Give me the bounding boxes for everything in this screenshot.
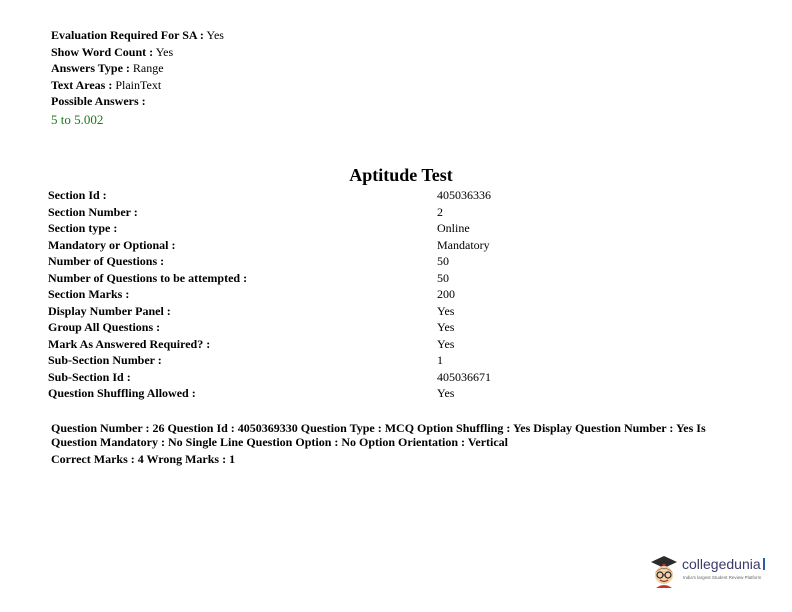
evaluation-row xyxy=(51,44,224,61)
section-value: Yes xyxy=(437,303,455,318)
section-title: Aptitude Test xyxy=(349,165,453,185)
section-value: 2 xyxy=(437,204,443,219)
section-label: Section Marks : xyxy=(48,287,130,301)
section-label: Group All Questions : xyxy=(48,320,161,334)
section-label: Display Number Panel : xyxy=(48,303,171,318)
section-value: Online xyxy=(437,221,470,235)
field-label: Evaluation Required For SA : xyxy=(51,28,204,42)
section-label: Sub-Section Id : xyxy=(48,369,131,384)
section-value: Yes xyxy=(437,386,455,400)
section-label: Section type : xyxy=(48,221,118,235)
section-value: 200 xyxy=(437,287,455,301)
question-marks: Correct Marks : 4 Wrong Marks : 1 xyxy=(51,452,236,466)
field-label: Possible Answers : xyxy=(51,94,146,109)
section-value: Mandatory xyxy=(437,237,490,252)
section-label: Mandatory or Optional : xyxy=(48,237,176,252)
section-value: Yes xyxy=(437,336,455,351)
field-label: Text Areas : xyxy=(51,77,113,92)
evaluation-settings xyxy=(51,27,224,129)
collegedunia-logo xyxy=(648,553,778,591)
section-label: Section Number : xyxy=(48,204,138,219)
field-value: Yes xyxy=(153,44,174,59)
logo-brand xyxy=(682,556,765,572)
section-value: 1 xyxy=(437,353,443,367)
logo-tagline: India's largest Student Review Platform xyxy=(683,575,762,580)
section-value: 405036671 xyxy=(437,369,491,384)
section-value: 405036336 xyxy=(437,188,491,202)
student-mascot-icon xyxy=(648,553,680,589)
question-info: Question Number : 26 Question Id : 4050369330 Question Type : MCQ Option Shuffling : Yes Display Question Number : Yes Is Question Mandatory : No Single Line Question Option : No Option Orientation : Vertical xyxy=(51,421,706,449)
field-label: Show Word Count : xyxy=(51,44,154,59)
evaluation-row xyxy=(51,27,224,44)
evaluation-row xyxy=(51,60,224,77)
section-value: 50 xyxy=(437,270,449,285)
section-label: Number of Questions : xyxy=(48,254,165,268)
section-label: Question Shuffling Allowed : xyxy=(48,386,196,400)
section-label: Mark As Answered Required? : xyxy=(48,336,211,351)
evaluation-row xyxy=(51,93,224,110)
logo-brand-text: collegedunia xyxy=(682,556,761,572)
field-value: Range xyxy=(129,61,164,76)
field-value: Yes xyxy=(203,28,224,42)
section-value: Yes xyxy=(437,320,455,334)
logo-accent-bar xyxy=(763,558,765,570)
section-label: Number of Questions to be attempted : xyxy=(48,270,248,285)
section-label: Section Id : xyxy=(48,188,107,202)
section-value: 50 xyxy=(437,254,449,268)
evaluation-row xyxy=(51,77,224,94)
field-value: PlainText xyxy=(112,77,162,92)
field-label: Answers Type : xyxy=(51,61,130,76)
question-details xyxy=(51,421,741,466)
possible-answer: 5 to 5.002 xyxy=(51,111,104,127)
section-label: Sub-Section Number : xyxy=(48,353,162,367)
